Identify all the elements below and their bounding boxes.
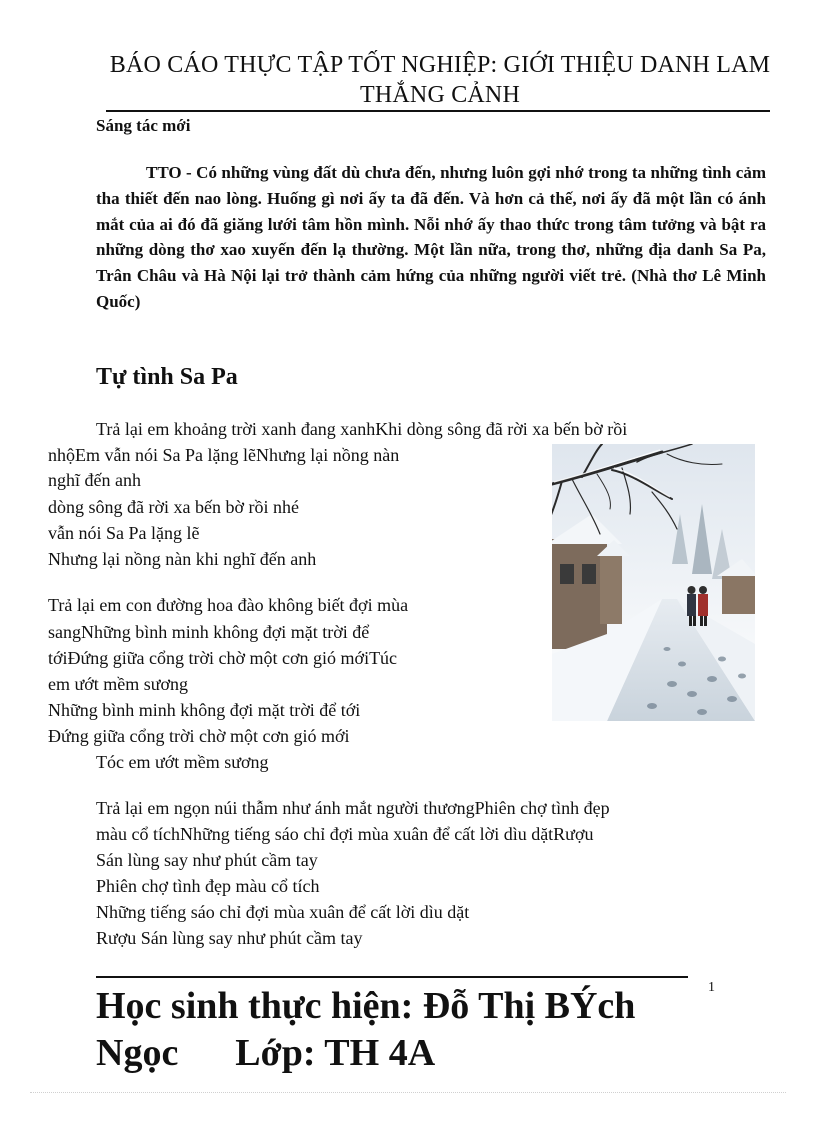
poem-line: em ướt mềm sương [48, 674, 189, 694]
poem-line: Trả lại em ngọn núi thẫm như ánh mắt người thươngPhiên chợ tình đẹp [96, 798, 610, 818]
poem-line: Trả lại em khoảng trời xanh đang xanhKhi dòng sông đã rời xa bến bờ rồi [96, 419, 628, 439]
poem-line: màu cổ tíchNhững tiếng sáo chỉ đợi mùa xuân để cất lời dìu dặtRượu [96, 824, 594, 844]
poem-line: Những tiếng sáo chỉ đợi mùa xuân để cất lời dìu dặt [96, 902, 470, 922]
poem-line: Đứng giữa cổng trời chờ một cơn gió mới [48, 726, 350, 746]
poem-line: Những bình minh không đợi mặt trời để tới [48, 700, 361, 720]
poem-line: Sán lùng say như phút cầm tay [96, 850, 318, 870]
poem-title: Tự tình Sa Pa [96, 364, 238, 390]
footer-divider [96, 976, 688, 978]
snowy-street-photo [552, 444, 755, 721]
poem-line: Phiên chợ tình đẹp màu cổ tích [96, 876, 320, 896]
poem-line: vẫn nói Sa Pa lặng lẽ [48, 523, 200, 543]
poem-line: Rượu Sán lùng say như phút cầm tay [96, 928, 363, 948]
poem-line: Tóc em ướt mềm sương [96, 752, 269, 772]
page-number: 1 [708, 980, 715, 995]
poem-line: Trả lại em con đường hoa đào không biết đợi mùa [48, 595, 409, 615]
poem-line: Nhưng lại nồng nàn khi nghĩ đến anh [48, 549, 317, 569]
intro-paragraph [96, 160, 766, 315]
poem-line: dòng sông đã rời xa bến bờ rồi nhé [48, 497, 299, 517]
student-name-line: Học sinh thực hiện: Đỗ Thị BÝch [96, 985, 636, 1027]
student-class-line: Ngọc Lớp: TH 4A [96, 1032, 436, 1074]
section-label: Sáng tác mới [96, 116, 191, 135]
poem-line: nghĩ đến anh [48, 470, 141, 490]
page-header-title: BÁO CÁO THỰC TẬP TỐT NGHIỆP: GIỚI THIỆU DANH LAM THẮNG CẢNH [109, 52, 771, 108]
page-bottom-dotted-rule [30, 1092, 786, 1093]
poem-line: sangNhững bình minh không đợi mặt trời để [48, 622, 370, 642]
poem-line: tớiĐứng giữa cổng trời chờ một cơn gió mớiTúc [48, 648, 398, 668]
snowy-street-photo-icon [552, 444, 755, 721]
intro-text: TTO - Có những vùng đất dù chưa đến, nhưng luôn gợi nhớ trong ta những tình cảm tha thiết đến nao lòng. Huống gì nơi ấy ta đã đến. Và hơn cả thế, nơi ấy đã một lần có ánh mắt của ai đó đã giăng lưới tâm hồn mình. Nỗi nhớ ấy thao thức trong tâm tưởng và bật ra những dòng thơ xao xuyến đến lạ thường. Một lần nữa, trong thơ, những địa danh Sa Pa, Trân Châu và Hà Nội lại trở thành cảm hứng của những người viết trẻ. (Nhà thơ Lê Minh Quốc) [96, 163, 766, 311]
header-divider [106, 110, 770, 112]
poem-line: nhộEm vẫn nói Sa Pa lặng lẽNhưng lại nồng nàn [48, 445, 400, 465]
